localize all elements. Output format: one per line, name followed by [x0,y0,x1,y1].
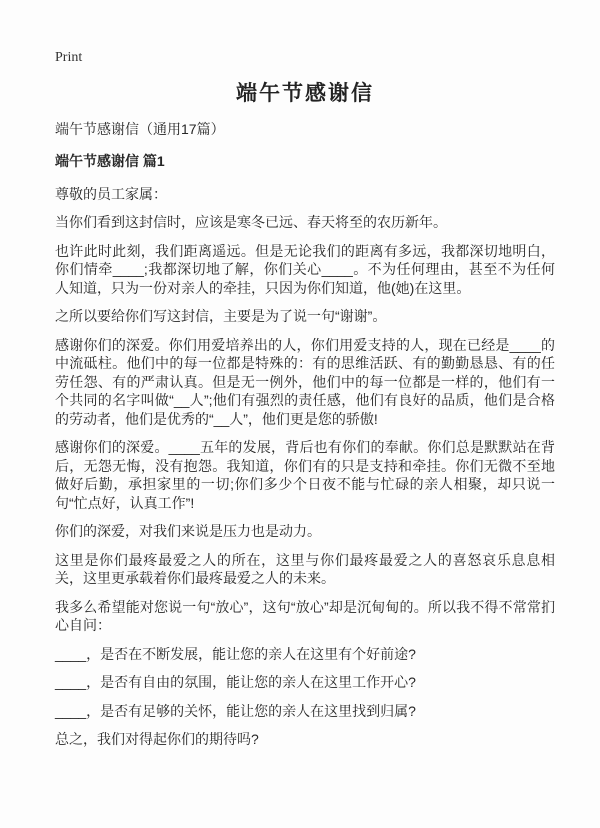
paragraph: 也许此时此刻，我们距离遥远。但是无论我们的距离有多远，我都深切地明白，你们情牵____;我都深切地了解，你们关心____。不为任何理由，甚至不为任何人知道，只为一份对亲人的牵挂，只因为你们知道，他(她)在这里。 [55,242,555,296]
paragraph: 感谢你们的深爱。____五年的发展，背后也有你们的奉献。你们总是默默站在背后，无怨无悔，没有抱怨。我知道，你们有的只是支持和牵挂。你们无微不至地做好后勤，承担家里的一切;你们多少个日夜不能与忙碌的亲人相聚，却只说一句“忙点好，认真工作”! [55,439,555,511]
section-heading: 端午节感谢信 篇1 [55,153,165,169]
print-link[interactable]: Print [55,50,83,65]
paragraph: 之所以要给你们写这封信，主要是为了说一句“谢谢”。 [55,308,387,324]
paragraph: 你们的深爱，对我们来说是压力也是动力。 [55,523,321,539]
paragraph: 这里是你们最疼最爱之人的所在，这里与你们最疼最爱之人的喜怒哀乐息息相关，这里更承载着你们最疼最爱之人的未来。 [55,551,555,586]
paragraph: ____，是否有足够的关怀，能让您的亲人在这里找到归属? [55,702,416,719]
paragraph: ____，是否有自由的氛围，能让您的亲人在这里工作开心? [55,674,416,690]
paragraph: 感谢你们的深爱。你们用爱培养出的人，你们用爱支持的人，现在已经是____的中流砥柱。他们中的每一位都是特殊的：有的思维活跃、有的勤勤恳恳、有的任劳任怨、有的严肃认真。但是无一例外，他们中的每一位都是一样的，他们有一个共同的名字叫做“__人”;他们有强烈的责任感，他们有良好的品质，他们是合格的劳动者，他们是优秀的“__人”，他们更是您的骄傲! [55,336,555,427]
letter-body [55,213,555,749]
paragraph: 我多么希望能对您说一句“放心”，这句“放心”却是沉甸甸的。所以我不得不常常扪心自问： [55,598,555,633]
document-subtitle: 端午节感谢信（通用17篇） [55,121,225,137]
paragraph: 总之，我们对得起你们的期待吗? [55,731,259,747]
paragraph: 当你们看到这封信时，应该是寒冬已远、春天将至的农历新年。 [55,214,447,230]
paragraph: ____，是否在不断发展，能让您的亲人在这里有个好前途? [55,645,416,662]
salutation: 尊敬的员工家属： [55,186,167,202]
page-title: 端午节感谢信 [236,82,374,105]
